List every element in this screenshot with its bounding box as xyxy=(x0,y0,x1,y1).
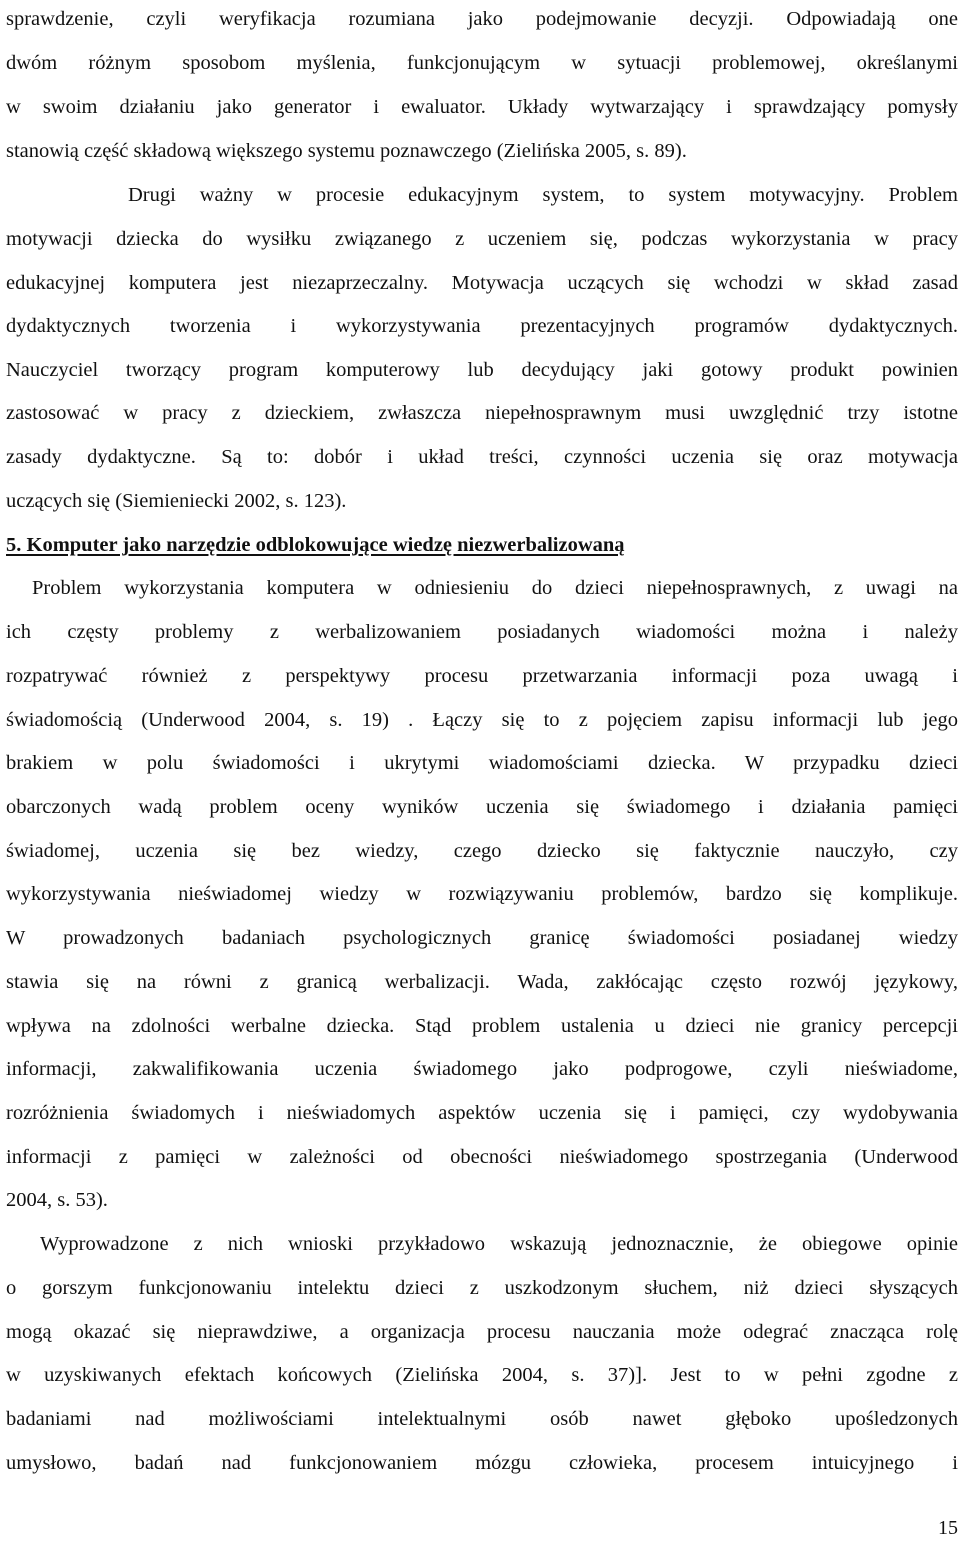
text-line: edukacyjnej komputera jest niezaprzeczalny. Motywacja uczących się wchodzi w skład zasad xyxy=(6,272,958,294)
text-line: w uzyskiwanych efektach końcowych (Zielińska 2004, s. 37)]. Jest to w pełni zgodne z xyxy=(6,1364,958,1386)
text-line: uczących się (Siemieniecki 2002, s. 123). xyxy=(6,490,347,512)
text-line: ich częsty problemy z werbalizowaniem posiadanych wiadomości można i należy xyxy=(6,621,958,643)
text-line: stanowią część składową większego systemu poznawczego (Zielińska 2005, s. 89). xyxy=(6,140,687,162)
text-line: Wyprowadzone z nich wnioski przykładowo wskazują jednoznacznie, że obiegowe opinie xyxy=(40,1233,958,1255)
text-line: Problem wykorzystania komputera w odniesieniu do dzieci niepełnosprawnych, z uwagi na xyxy=(32,577,958,599)
text-line: rozpatrywać również z perspektywy procesu przetwarzania informacji poza uwagą i xyxy=(6,665,958,687)
text-line: o gorszym funkcjonowaniu intelektu dzieci z uszkodzonym słuchem, niż dzieci słyszących xyxy=(6,1277,958,1299)
page-number: 15 xyxy=(938,1517,958,1539)
text-line: rozróżnienia świadomych i nieświadomych aspektów uczenia się i pamięci, czy wydobywania xyxy=(6,1102,958,1124)
text-line: motywacji dziecka do wysiłku związanego z uczeniem się, podczas wykorzystania w pracy xyxy=(6,228,958,250)
text-line: informacji, zakwalifikowania uczenia świadomego jako podprogowe, czyli nieświadome, xyxy=(6,1058,958,1080)
text-line: obarczonych wadą problem oceny wyników uczenia się świadomego i działania pamięci xyxy=(6,796,958,818)
text-line: świadomej, uczenia się bez wiedzy, czego dziecko się faktycznie nauczyło, czy xyxy=(6,840,958,862)
text-line: 2004, s. 53). xyxy=(6,1189,108,1211)
text-line: świadomością (Underwood 2004, s. 19) . Łączy się to z pojęciem zapisu informacji lub jego xyxy=(6,709,958,731)
text-line: sprawdzenie, czyli weryfikacja rozumiana jako podejmowanie decyzji. Odpowiadają one xyxy=(6,8,958,30)
text-line: zastosować w pracy z dzieckiem, zwłaszcza niepełnosprawnym musi uwzględnić trzy istotne xyxy=(6,402,958,424)
text-line: umysłowo, badań nad funkcjonowaniem mózgu człowieka, procesem intuicyjnego i xyxy=(6,1452,958,1474)
text-line: informacji z pamięci w zależności od obecności nieświadomego spostrzegania (Underwood xyxy=(6,1146,958,1168)
section-heading: 5. Komputer jako narzędzie odblokowujące wiedzę niezwerbalizowaną xyxy=(6,534,625,556)
text-line: stawia się na równi z granicą werbalizacji. Wada, zakłócając często rozwój językowy, xyxy=(6,971,958,993)
text-line: dydaktycznych tworzenia i wykorzystywania prezentacyjnych programów dydaktycznych. xyxy=(6,315,958,337)
text-line: wpływa na zdolności werbalne dziecka. Stąd problem ustalenia u dzieci nie granicy percepcji xyxy=(6,1015,958,1037)
text-line: mogą okazać się nieprawdziwe, a organizacja procesu nauczania może odegrać znacząca rolę xyxy=(6,1321,958,1343)
text-line: wykorzystywania nieświadomej wiedzy w rozwiązywaniu problemów, bardzo się komplikuje. xyxy=(6,883,958,905)
text-line: w swoim działaniu jako generator i ewaluator. Układy wytwarzający i sprawdzający pomysły xyxy=(6,96,958,118)
text-line: zasady dydaktyczne. Są to: dobór i układ treści, czynności uczenia się oraz motywacja xyxy=(6,446,958,468)
text-line: Nauczyciel tworzący program komputerowy lub decydujący jaki gotowy produkt powinien xyxy=(6,359,958,381)
text-line: dwóm różnym sposobom myślenia, funkcjonującym w sytuacji problemowej, określanymi xyxy=(6,52,958,74)
text-line: brakiem w polu świadomości i ukrytymi wiadomościami dziecka. W przypadku dzieci xyxy=(6,752,958,774)
text-line: W prowadzonych badaniach psychologicznych granicę świadomości posiadanej wiedzy xyxy=(6,927,958,949)
text-line: Drugi ważny w procesie edukacyjnym system, to system motywacyjny. Problem xyxy=(128,184,958,206)
text-line: badaniami nad możliwościami intelektualnymi osób nawet głęboko upośledzonych xyxy=(6,1408,958,1430)
